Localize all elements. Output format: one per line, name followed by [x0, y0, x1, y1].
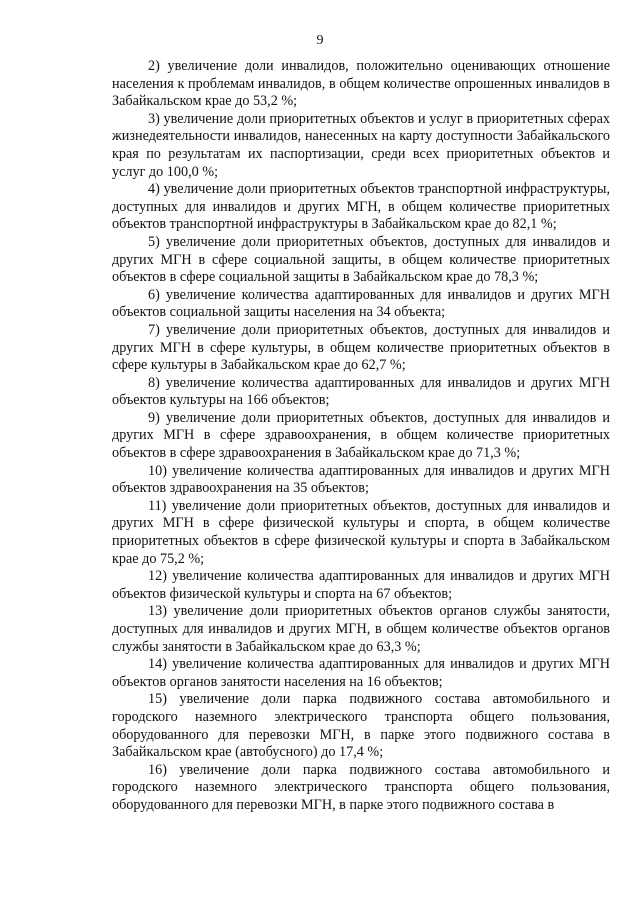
list-item-15: 15) увеличение доли парка подвижного состава автомобильного и городского наземного электрического транспорта общего пользования, оборудованного для перевозки МГН, в парке этого подвижного состава в Забайкальском крае (автобусного) до 17,4 %;: [112, 691, 610, 761]
list-item-13: 13) увеличение доли приоритетных объектов органов службы занятости, доступных для инвалидов и других МГН, в общем количестве объектов органов службы занятости в Забайкальском крае до 63,3 %;: [112, 603, 610, 655]
list-item-12: 12) увеличение количества адаптированных для инвалидов и других МГН объектов физической культуры и спорта на 67 объектов;: [112, 568, 610, 602]
list-item-5: 5) увеличение доли приоритетных объектов, доступных для инвалидов и других МГН в сфере социальной защиты, в общем количестве приоритетных объектов в сфере социальной защиты в Забайкальском крае до 78,3 %;: [112, 233, 610, 286]
list-item-14: 14) увеличение количества адаптированных для инвалидов и других МГН объектов органов занятости населения на 16 объектов;: [112, 656, 610, 690]
list-item-9: 9) увеличение доли приоритетных объектов, доступных для инвалидов и других МГН в сфере здравоохранения, в общем количестве приоритетных объектов в сфере здравоохранения в Забайкальском крае до 71,3 %;: [112, 409, 610, 462]
list-item-10: 10) увеличение количества адаптированных для инвалидов и других МГН объектов здравоохранения на 35 объектов;: [112, 462, 610, 497]
list-item-2: 2) увеличение доли инвалидов, положительно оценивающих отношение населения к проблемам инвалидов, в общем количестве опрошенных инвалидов в Забайкальском крае до 53,2 %;: [112, 58, 610, 110]
list-item-6: 6) увеличение количества адаптированных для инвалидов и других МГН объектов социальной защиты населения на 34 объекта;: [112, 286, 610, 321]
list-item-11: 11) увеличение доли приоритетных объектов, доступных для инвалидов и других МГН в сфере физической культуры и спорта, в общем количестве приоритетных объектов в сфере физической культуры и спорта в Забайкальском крае до 75,2 %;: [112, 497, 610, 567]
document-body: [112, 58, 610, 815]
list-item-16: 16) увеличение доли парка подвижного состава автомобильного и городского наземного электрического транспорта общего пользования, оборудованного для перевозки МГН, в парке этого подвижного состава в: [112, 761, 610, 813]
list-item-3: 3) увеличение доли приоритетных объектов и услуг в приоритетных сферах жизнедеятельности инвалидов, нанесенных на карту доступности Забайкальского края по результатам их паспортизации, среди всех приоритетных объектов и услуг до 100,0 %;: [112, 110, 610, 180]
page-number: 9: [316, 33, 324, 48]
list-item-7: 7) увеличение доли приоритетных объектов, доступных для инвалидов и других МГН в сфере культуры, в общем количестве приоритетных объектов в сфере культуры в Забайкальском крае до 62,7 %;: [112, 321, 610, 374]
list-item-8: 8) увеличение количества адаптированных для инвалидов и других МГН объектов культуры на 166 объектов;: [112, 374, 610, 409]
list-item-4: 4) увеличение доли приоритетных объектов транспортной инфраструктуры, доступных для инвалидов и других МГН, в общем количестве приоритетных объектов транспортной инфраструктуры в Забайкальском крае до 82,1 %;: [112, 181, 610, 233]
